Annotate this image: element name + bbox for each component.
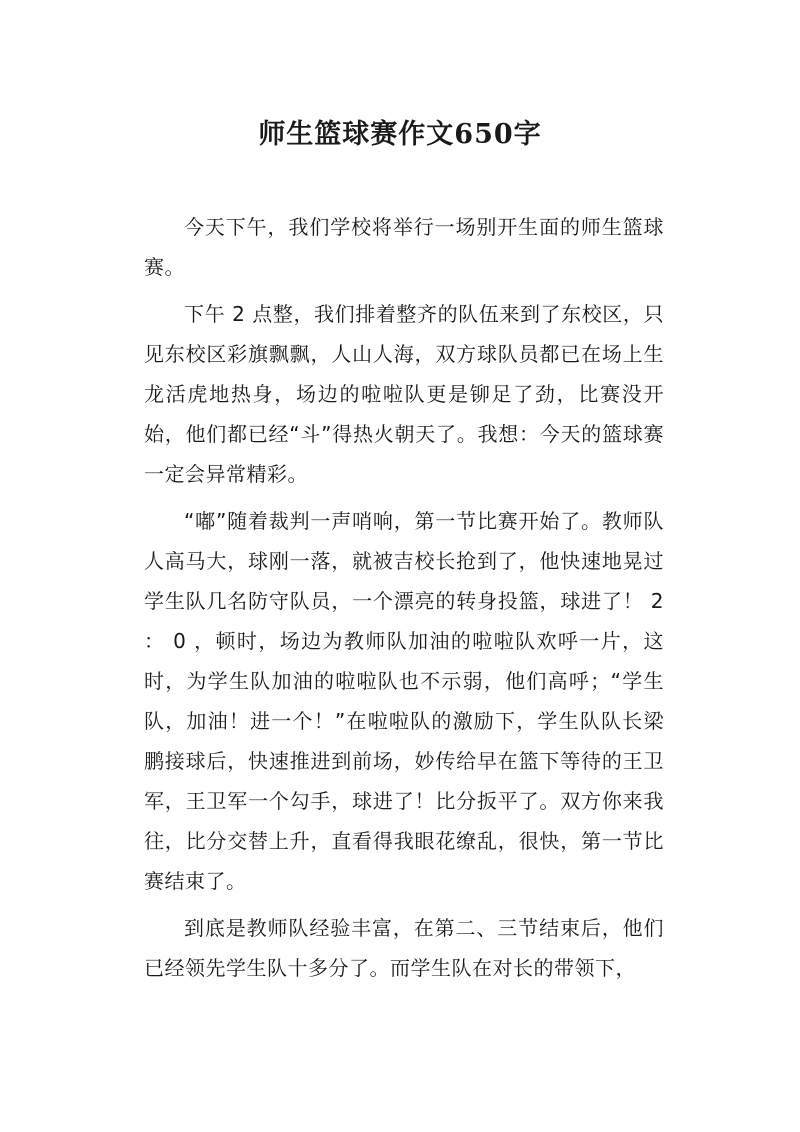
essay-title: 师生篮球赛作文650字 <box>258 119 542 150</box>
paragraph-1: 今天下午，我们学校将举行一场别开生面的师生篮球赛。 <box>144 215 664 279</box>
paragraph-2: 下午 2 点整，我们排着整齐的队伍来到了东校区，只见东校区彩旗飘飘，人山人海，双方球队员都已在场上生龙活虎地热身，场边的啦啦队更是铆足了劲，比赛没开始，他们都已经“斗”得热火朝天了。我想：今天的篮球赛一定会异常精彩。 <box>144 302 664 486</box>
paragraph-3: “嘟”随着裁判一声哨响，第一节比赛开始了。教师队人高马大，球刚一落，就被吉校长抢到了，他快速地晃过学生队几名防守队员，一个漂亮的转身投篮，球进了！ 2 ： 0 ，顿时，场边为教师队加油的啦啦队欢呼一片，这时，为学生队加油的啦啦队也不示弱，他们高呼；“学生队，加油！进一个！”在啦啦队的激励下，学生队队长梁鹏接球后，快速推进到前场，妙传给早在篮下等待的王卫军，王卫军一个勾手，球进了！比分扳平了。双方你来我往，比分交替上升，直看得我眼花缭乱，很快，第一节比赛结束了。 <box>144 509 664 893</box>
essay-body <box>144 207 664 995</box>
paragraph-4: 到底是教师队经验丰富，在第二、三节结束后，他们已经领先学生队十多分了。而学生队在对长的带领下， <box>144 916 664 980</box>
